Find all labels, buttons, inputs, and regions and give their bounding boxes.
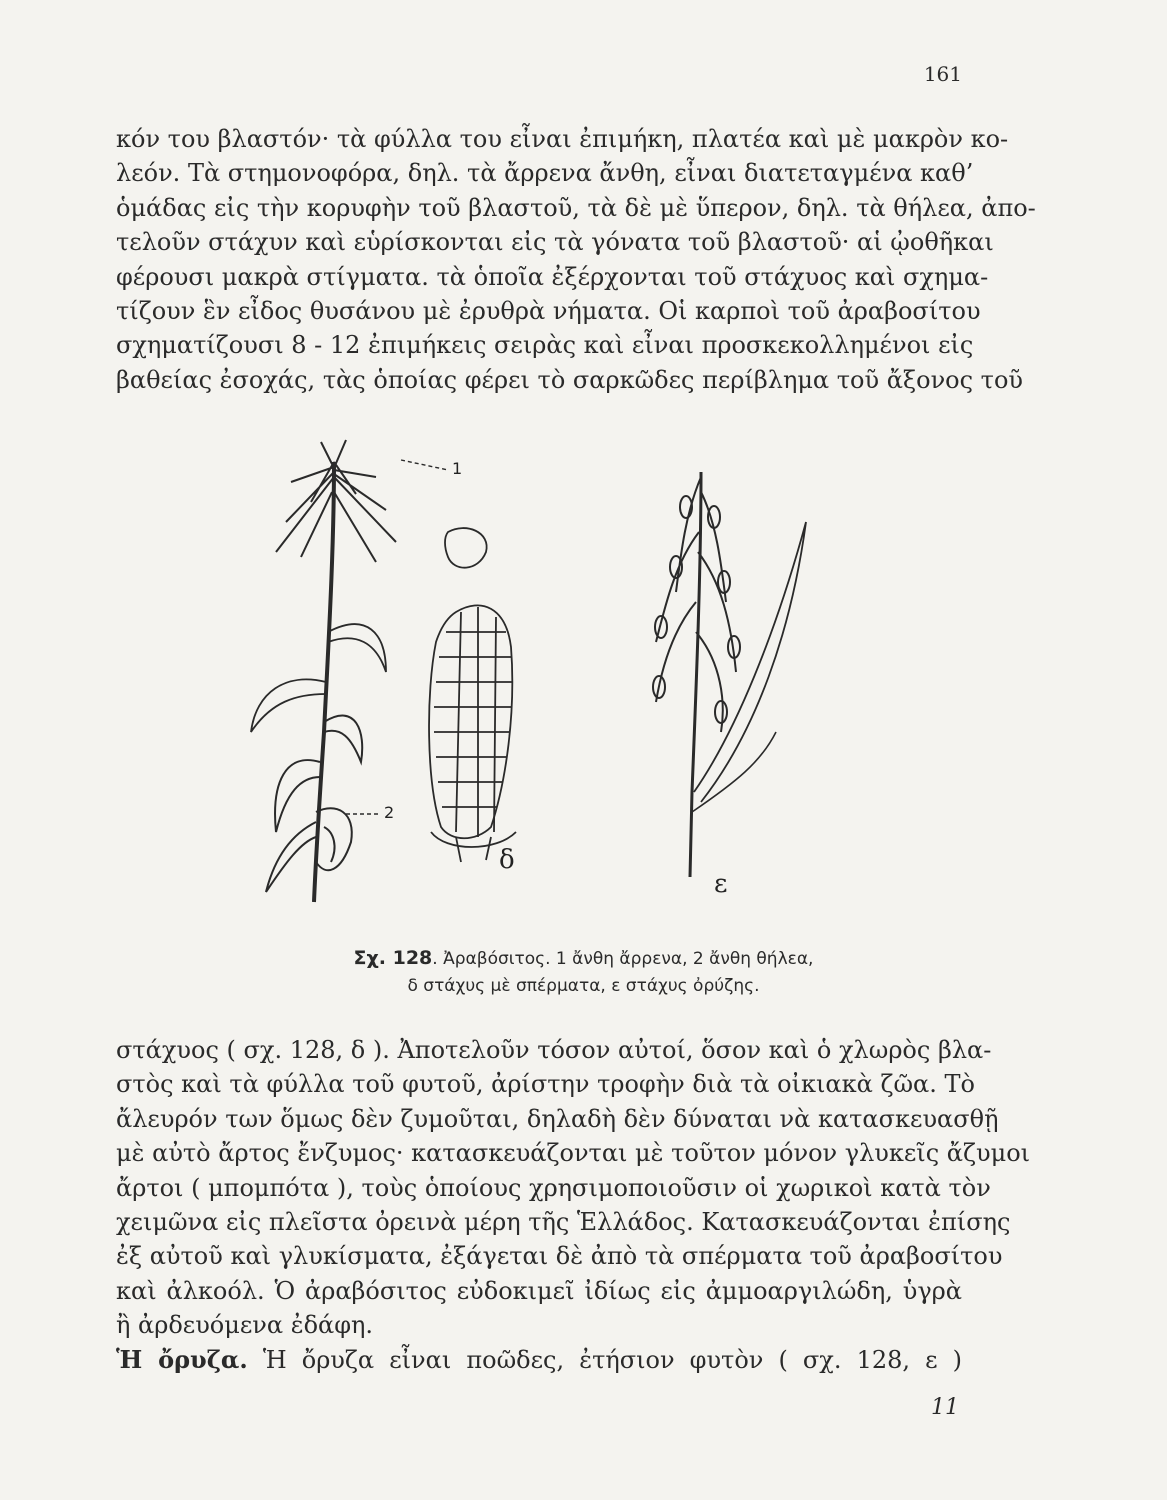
rice-plant-drawing (653, 472, 806, 877)
heading-bold: Ἡ ὄρυζα. (116, 1344, 248, 1374)
text-line: βαθείας ἐσοχάς, τὰς ὁποίας φέρει τὸ σαρκῶδες περίβλημα τοῦ ἄξονος τοῦ (116, 365, 1023, 394)
signature-mark: 11 (931, 1395, 959, 1420)
text-line: κόν του βλαστόν· τὰ φύλλα του εἶναι ἐπιμήκη, πλατέα καὶ μὲ μακρὸν κο- (116, 125, 1009, 153)
top-paragraph (116, 122, 1036, 397)
text-line: στάχυος ( σχ. 128, δ ). Ἀποτελοῦν τόσον αὐτοί, ὅσον καὶ ὁ χλωρὸς βλα- (116, 1036, 992, 1064)
figure-illustration (216, 432, 961, 947)
text-line: ἄλευρόν των ὅμως δὲν ζυμοῦται, δηλαδὴ δὲν δύναται νὰ κατασκευασθῇ (116, 1104, 999, 1133)
text-line: μὲ αὐτὸ ἄρτος ἔνζυμος· κατασκευάζονται μὲ τοῦτον μόνον γλυκεῖς ἄζυμοι (116, 1139, 1031, 1168)
figure-caption (0, 945, 1167, 1000)
text-line: λεόν. Τὰ στημονοφόρα, δηλ. τὰ ἄρρενα ἄνθη, εἶναι διατεταγμένα καθ’ (116, 159, 974, 188)
maize-plant-drawing (251, 440, 487, 902)
text-line: χειμῶνα εἰς πλεῖστα ὀρεινὰ μέρη τῆς Ἑλλάδος. Κατασκευάζονται ἐπίσης (116, 1208, 1011, 1237)
text-line: καὶ ἀλκοόλ. Ὁ ἀραβόσιτος εὐδοκιμεῖ ἰδίως εἰς ἀμμοαργιλώδη, ὑγρὰ (116, 1276, 962, 1305)
text-line: ἢ ἀρδευόμενα ἐδάφη. (116, 1311, 374, 1340)
caption-line-1 (0, 945, 1167, 973)
text-line: ἐξ αὐτοῦ καὶ γλυκίσματα, ἐξάγεται δὲ ἀπὸ τὰ σπέρματα τοῦ ἀραβοσίτου (116, 1242, 1003, 1271)
caption-text-1: . Ἀραβόσιτος. 1 ἄνθη ἄρρενα, 2 ἄνθη θήλεα, (432, 949, 814, 969)
label-2: 2 (384, 803, 395, 822)
page-number: 161 (923, 62, 962, 86)
corn-cob-drawing (429, 605, 516, 862)
label-1: 1 (452, 459, 463, 478)
caption-figure-number: Σχ. 128 (353, 947, 433, 969)
figure-128 (216, 432, 961, 947)
caption-line-2: δ στάχυς μὲ σπέρματα, ε στάχυς ὀρύζης. (407, 976, 760, 996)
text-line: τελοῦν στάχυν καὶ εὑρίσκονται εἰς τὰ γόνατα τοῦ βλαστοῦ· αἱ ᾠοθῆκαι (116, 228, 994, 257)
text-line: σχηματίζουσι 8 - 12 ἐπιμήκεις σειρὰς καὶ εἶναι προσκεκολλημένοι εἰς (116, 331, 974, 360)
label-delta: δ (499, 845, 515, 875)
text-line: φέρουσι μακρὰ στίγματα. τὰ ὁποῖα ἐξέρχονται τοῦ στάχυος καὶ σχημα- (116, 262, 989, 291)
bottom-paragraph (116, 1033, 1031, 1377)
label-epsilon: ε (714, 869, 728, 899)
text-line: ὁμάδας εἰς τὴν κορυφὴν τοῦ βλαστοῦ, τὰ δὲ μὲ ὕπερον, δηλ. τὰ θήλεα, ἀπο- (116, 193, 1036, 222)
heading-rest: Ἡ ὄρυζα εἶναι ποῶδες, ἐτήσιον φυτὸν ( σχ. 128, ε ) (247, 1345, 962, 1374)
text-line: ἄρτοι ( μπομπότα ), τοὺς ὁποίους χρησιμοποιοῦσιν οἱ χωρικοὶ κατὰ τὸν (116, 1173, 991, 1202)
text-line: τίζουν ἓν εἶδος θυσάνου μὲ ἐρυθρὰ νήματα. Οἱ καρποὶ τοῦ ἀραβοσίτου (116, 297, 981, 326)
section-heading-rice (116, 1343, 962, 1377)
text-line: στὸς καὶ τὰ φύλλα τοῦ φυτοῦ, ἀρίστην τροφὴν διὰ τὰ οἰκιακὰ ζῶα. Τὸ (116, 1070, 975, 1099)
